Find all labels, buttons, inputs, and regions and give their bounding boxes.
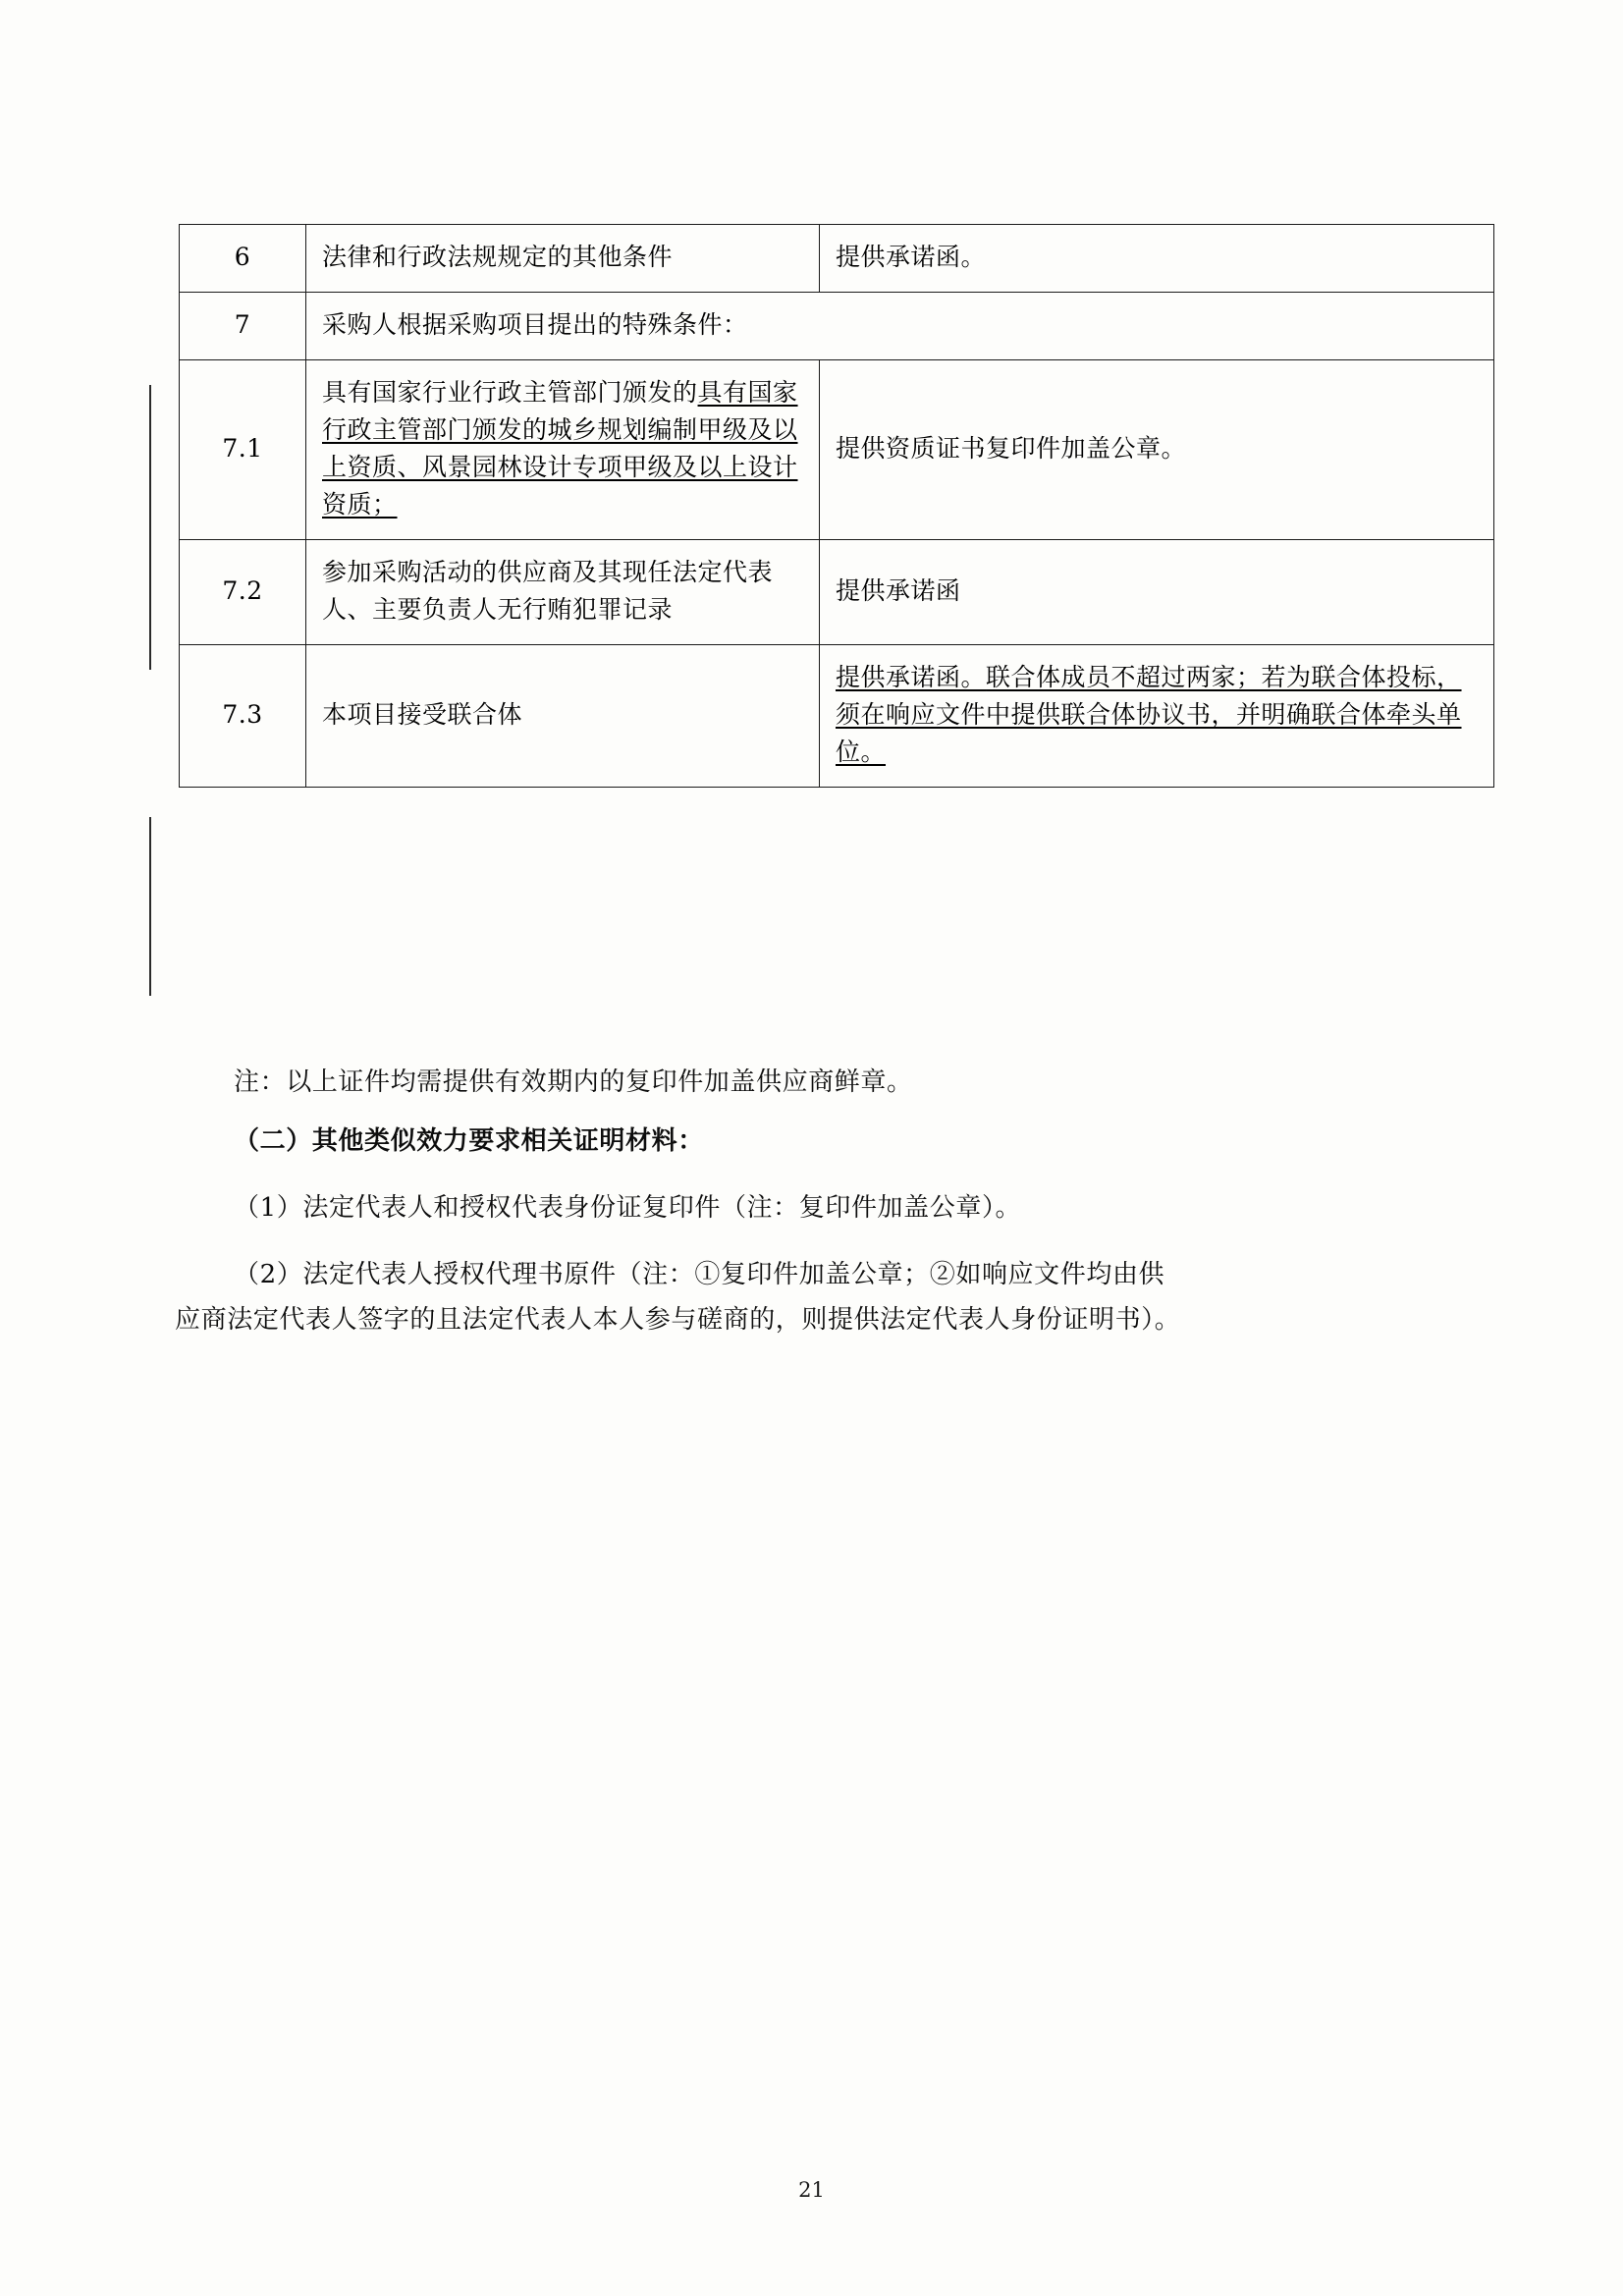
row-material: 提供承诺函 bbox=[820, 540, 1494, 645]
row-number: 7.3 bbox=[180, 645, 306, 788]
row-material bbox=[820, 645, 1494, 788]
table-row bbox=[180, 360, 1494, 540]
table-row bbox=[180, 540, 1494, 645]
row-merged-label: 采购人根据采购项目提出的特殊条件： bbox=[306, 293, 1494, 360]
row-number: 6 bbox=[180, 225, 306, 293]
material-underlined: 联合体成员不超过两家；若为联合体投标，须在响应文件中提供联合体协议书，并明确联合体牵头单位。 bbox=[836, 663, 1462, 766]
condition-text-underlined: 具有国家行政主管部门颁发的城乡规划编制甲级及以上资质、风景园林设计专项甲级及以上设计资质； bbox=[322, 378, 798, 519]
qualification-requirements-table bbox=[179, 224, 1494, 788]
revision-bar-2 bbox=[149, 817, 151, 996]
row-material: 提供资质证书复印件加盖公章。 bbox=[820, 360, 1494, 540]
revision-bar-1 bbox=[149, 385, 151, 670]
row-condition: 本项目接受联合体 bbox=[306, 645, 820, 788]
page-number: 21 bbox=[798, 2178, 825, 2202]
list-item-text: （1）法定代表人和授权代表身份证复印件（注：复印件加盖公章）。 bbox=[234, 1193, 1022, 1223]
list-item bbox=[234, 1186, 1392, 1231]
section-title bbox=[234, 1120, 1392, 1165]
row-condition bbox=[306, 360, 820, 540]
row-condition: 法律和行政法规规定的其他条件 bbox=[306, 225, 820, 293]
list-item-text-line2: 应商法定代表人签字的且法定代表人本人参与磋商的，则提供法定代表人身份证明书）。 bbox=[175, 1304, 1181, 1335]
material-line-1: 提供承诺函。 bbox=[836, 663, 987, 691]
table-note-text: 注：以上证件均需提供有效期内的复印件加盖供应商鲜章。 bbox=[234, 1067, 913, 1097]
row-condition: 参加采购活动的供应商及其现任法定代表人、主要负责人无行贿犯罪记录 bbox=[306, 540, 820, 645]
row-material: 提供承诺函。 bbox=[820, 225, 1494, 293]
table-row bbox=[180, 293, 1494, 360]
row-number: 7 bbox=[180, 293, 306, 360]
condition-text-plain: 具有国家行业行政主管部门颁发 bbox=[322, 378, 674, 407]
table-note bbox=[234, 1061, 1392, 1106]
table-row bbox=[180, 645, 1494, 788]
section-title-text: （二）其他类似效力要求相关证明材料： bbox=[234, 1126, 704, 1156]
list-item-text-line1: （2）法定代表人授权代理书原件（注：①复印件加盖公章；②如响应文件均由供 bbox=[234, 1260, 1165, 1289]
row-number: 7.1 bbox=[180, 360, 306, 540]
row-number: 7.2 bbox=[180, 540, 306, 645]
table-row bbox=[180, 225, 1494, 293]
condition-text-plain-2: 的 bbox=[673, 378, 698, 407]
list-item bbox=[175, 1253, 1412, 1342]
